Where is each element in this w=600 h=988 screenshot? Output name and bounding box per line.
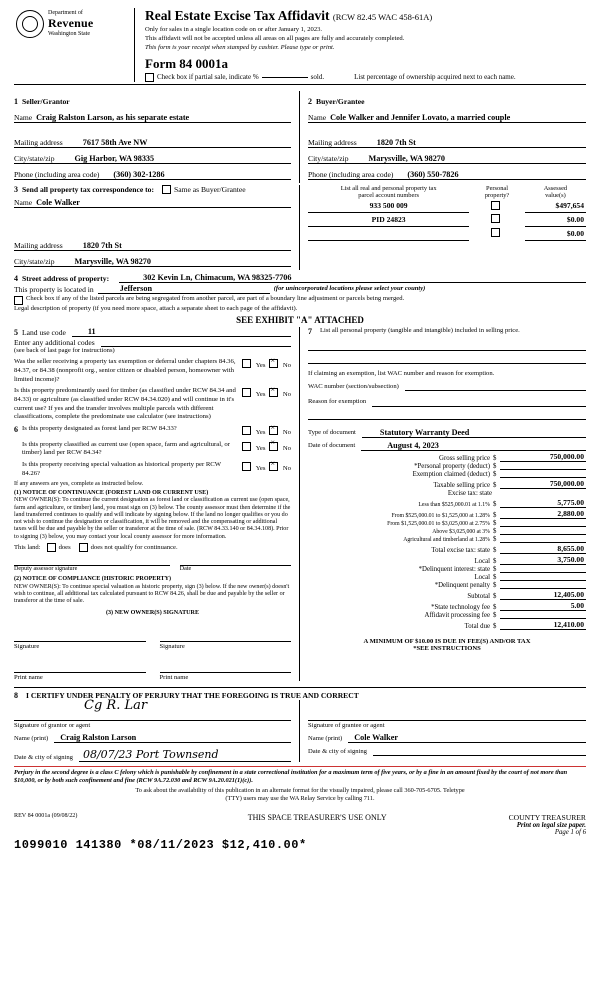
parcel-table-header <box>308 185 586 199</box>
calc-value[interactable] <box>500 588 586 589</box>
q5-2-no-checkbox[interactable] <box>269 388 278 397</box>
grantor-date-value[interactable] <box>79 748 291 762</box>
table-row <box>308 199 586 213</box>
header-sub3: This form is your receipt when stamped by cashier. Please type or print. <box>145 43 335 51</box>
perjury-line2: To ask about the availability of this publication in an alternate format for the visually impaired, please call 360-705-6705. Teletype <box>135 786 465 794</box>
forest-land-question <box>22 425 291 438</box>
exemption-deferral-answer[interactable]: Yes × No <box>240 358 291 371</box>
calc-row <box>308 555 586 565</box>
same-as-buyer-checkbox[interactable] <box>162 185 171 194</box>
correspondence-name-row[interactable] <box>14 195 291 208</box>
buyer-mailing-row[interactable] <box>308 135 586 148</box>
dept-line1: Department of <box>48 10 83 16</box>
seller-mailing-value: 7617 58th Ave NW <box>82 137 148 147</box>
grantor-city-text: Port Townsend <box>135 747 219 761</box>
seller-mailing-label: Mailing address <box>14 137 63 147</box>
buyer-phone-row[interactable] <box>308 167 586 180</box>
calc-value[interactable] <box>500 469 586 470</box>
parcel-table <box>308 185 586 241</box>
calc-label: Local <box>474 573 490 581</box>
calc-row <box>308 582 586 589</box>
buyer-heading: Buyer/Grantee <box>316 96 365 106</box>
historic-text: Is this property receiving special valuation as historical property per RCW 84.26? <box>22 461 221 477</box>
parcel-assessed[interactable]: $0.00 <box>525 226 586 240</box>
county-treasurer-label: COUNTY TREASURER <box>508 813 586 823</box>
new-owner-signature-2[interactable] <box>160 627 292 650</box>
header-sub2: This affidavit will not be accepted unless all areas on all pages are fully and accurately completed. <box>145 34 405 42</box>
buyer-name-value: Cole Walker and Jennifer Lovato, a married couple <box>330 112 511 122</box>
grantor-name-label: Name (print) <box>14 734 49 742</box>
correspondence-block <box>14 185 300 270</box>
grantee-name-value[interactable]: Cole Walker <box>348 733 586 743</box>
new-owner-print-label-2: Print name <box>159 673 189 681</box>
calc-row <box>308 566 586 573</box>
address-number: 4 <box>14 273 18 283</box>
correspondence-citystate-row[interactable] <box>14 254 291 267</box>
does-qualify-checkbox[interactable] <box>47 543 56 552</box>
forest-land-text: Is this property designated as forest land per RCW 84.33? <box>22 425 177 433</box>
tax-calculation <box>308 452 586 630</box>
this-land-row <box>14 543 291 552</box>
calc-dollar: $ <box>493 592 497 600</box>
wac-number-label: WAC number (section/subsection) <box>308 383 399 391</box>
additional-codes-value[interactable] <box>101 346 291 347</box>
calc-dollar: $ <box>493 481 497 489</box>
calc-label: Local <box>474 557 490 565</box>
calc-value[interactable] <box>500 572 586 573</box>
calc-dollar: $ <box>493 581 497 589</box>
calc-label: Total excise tax: state <box>431 546 490 554</box>
parcel-col-personal-l1: Personal <box>486 184 509 192</box>
calc-label: From $1,525,000.01 to $3,025,000 at 2.75% <box>387 520 490 527</box>
calc-value[interactable] <box>500 542 586 543</box>
grantee-signature-label[interactable]: Signature of grantee or agent <box>308 721 385 729</box>
correspondence-mailing-label: Mailing address <box>14 240 63 250</box>
parcel-personal-checkbox[interactable] <box>491 228 500 237</box>
exemption-deferral-text: Was the seller receiving a property tax exemption or deferral under chapters 84.36, 84.37, or 84.38 (nonprofit org., senior citizen or disabled person, homeowner with limited income)? <box>14 358 236 383</box>
grantee-name-label: Name (print) <box>308 734 343 742</box>
calc-value[interactable]: 3,750.00 <box>500 555 586 565</box>
parcel-account[interactable]: 933 500 009 <box>308 199 469 213</box>
grantor-signature-mark: Cg R. Lar <box>84 697 148 713</box>
minimum-due-note: A MINIMUM OF $10.00 IS DUE IN FEE(S) AND/OR TAX <box>363 637 531 645</box>
buyer-name-label: Name <box>308 112 327 122</box>
seller-block <box>14 91 300 183</box>
calc-value[interactable]: 12,405.00 <box>500 590 586 600</box>
segregated-checkbox[interactable] <box>14 296 23 305</box>
calc-label: Less than $525,000.01 at 1.1% <box>418 501 490 508</box>
grantee-date-label: Date & city of signing <box>308 747 367 755</box>
form-number: Form 84 0001a <box>145 55 229 71</box>
calc-label: Above $3,025,000 at 3% <box>432 528 490 535</box>
calc-value[interactable]: 8,655.00 <box>500 544 586 554</box>
buyer-citystate-value: Marysville, WA 98270 <box>368 153 445 163</box>
partial-sale-checkbox[interactable] <box>145 73 154 82</box>
calc-label: Taxable selling price <box>433 481 490 489</box>
legal-description-value: SEE EXHIBIT "A" ATTACHED <box>236 314 364 325</box>
parcel-personal[interactable] <box>469 226 525 240</box>
seller-name-row[interactable] <box>14 110 291 123</box>
located-label: This property is located in <box>14 284 94 294</box>
address-value[interactable]: 302 Kevin Ln, Chimacum, WA 98325-7706 <box>119 273 586 283</box>
this-land-label: This land: <box>14 544 41 552</box>
grantor-date-text: 08/07/23 <box>82 747 133 761</box>
exemption-instruction: If claiming an exemption, list WAC number and reason for exemption. <box>308 369 495 377</box>
correspondence-citystate-label: City/state/zip <box>14 256 55 266</box>
seller-heading: Seller/Grantor <box>22 96 70 106</box>
dept-line3: Washington State <box>48 30 91 37</box>
parcel-col-assessed <box>525 185 586 199</box>
personal-property-input-2[interactable] <box>308 351 586 364</box>
q5-1-yes-checkbox[interactable] <box>242 359 251 368</box>
calc-value[interactable] <box>500 580 586 581</box>
calc-label: Exemption claimed (deduct) <box>412 470 490 478</box>
calc-dollar: $ <box>493 565 497 573</box>
notice-compliance-title: (2) NOTICE OF COMPLIANCE (HISTORIC PROPERTY) <box>14 576 172 583</box>
new-owner-print-label-1: Print name <box>14 673 43 681</box>
state-seal-icon <box>16 10 44 38</box>
does-not-qualify-checkbox[interactable] <box>79 543 88 552</box>
q6-2-yes-checkbox[interactable] <box>242 442 251 451</box>
calc-dollar: $ <box>493 557 497 565</box>
table-row <box>308 226 586 240</box>
grantor-certification <box>14 697 300 762</box>
grantor-date-label: Date & city of signing <box>14 753 73 761</box>
additional-codes-label: Enter any additional codes <box>14 337 95 347</box>
calc-row <box>308 544 586 554</box>
q6-1-no-checkbox[interactable] <box>269 426 278 435</box>
calc-label: From $525,000.01 to $1,525,000 at 1.28% <box>391 512 490 519</box>
calc-row <box>308 463 586 470</box>
current-use-text: Is this property classified as current use (open space, farm and agricultural, or timber) land per RCW 84.34? <box>22 440 230 457</box>
calc-row <box>308 601 586 611</box>
calc-value[interactable] <box>500 618 586 619</box>
historic-question <box>22 461 291 478</box>
parties-section <box>14 91 586 183</box>
correspondence-mailing-row[interactable] <box>14 238 291 251</box>
body-section <box>14 327 586 681</box>
calc-dollar: $ <box>493 611 497 619</box>
title-text: Real Estate Excise Tax Affidavit <box>145 8 330 23</box>
calc-dollar: $ <box>493 546 497 554</box>
assessor-date-field[interactable] <box>180 564 291 573</box>
buyer-block <box>300 91 586 183</box>
calc-dollar: $ <box>493 573 497 581</box>
calc-value[interactable]: 5.00 <box>500 601 586 611</box>
reason-exemption-label: Reason for exemption <box>308 398 367 406</box>
calc-label: *Delinquent interest: state <box>418 565 490 573</box>
partial-sale-label: Check box if partial sale, indicate % <box>157 73 259 82</box>
doc-type-value[interactable]: Statutory Warranty Deed <box>362 428 586 438</box>
grantee-date-value[interactable] <box>373 755 586 756</box>
calc-value[interactable]: 750,000.00 <box>500 479 586 489</box>
segregated-label: Check box if any of the listed parcels are being segregated from another parcel, are part of a boundary line adjustment or parcels being merged. <box>26 294 405 302</box>
personal-property-number: 7 <box>308 326 312 336</box>
calc-row <box>308 612 586 619</box>
calc-dollar: $ <box>493 535 497 543</box>
department-block <box>48 8 134 38</box>
assessor-signature-field[interactable] <box>14 564 170 573</box>
doc-type-label: Type of document <box>308 429 356 437</box>
parcel-col-personal-l2: property? <box>484 191 510 199</box>
correspondence-mailing-value: 1820 7th St <box>82 240 122 250</box>
calc-row <box>308 620 586 630</box>
landuse-label: Land use code <box>22 327 66 337</box>
parcel-col-personal <box>469 185 525 199</box>
legal-note: Legal description of property (if you need more space, attach a separate sheet to each page of the affidavit). <box>14 304 298 312</box>
buyer-phone-value: (360) 550-7826 <box>407 169 459 179</box>
correspondence-and-parcels <box>14 185 586 270</box>
reason-exemption-input-2[interactable] <box>308 407 586 420</box>
current-use-question <box>22 441 291 458</box>
calc-dollar: $ <box>493 527 497 535</box>
parcel-personal-checkbox[interactable] <box>491 201 500 210</box>
answers-yes-note: If any answers are yes, complete as instructed below. <box>14 480 144 487</box>
parcel-personal[interactable] <box>469 212 525 226</box>
see-back-note: (see back of last page for instructions) <box>14 346 115 354</box>
personal-property-heading: List all personal property (tangible and intangible) included in selling price. <box>320 326 520 334</box>
q6-1-yes-checkbox[interactable] <box>242 426 251 435</box>
perjury-line3: (TTY) users may use the WA Relay Service by calling 711. <box>225 795 375 803</box>
calc-value[interactable]: 750,000.00 <box>500 452 586 462</box>
calc-label: Gross selling price <box>439 454 490 462</box>
calc-label: Affidavit processing fee <box>424 611 490 619</box>
located-value[interactable]: Jefferson <box>98 284 270 294</box>
treasurer-stamp: 1099010 141380 *08/11/2023 $12,410.00* <box>14 838 307 853</box>
calc-row-header <box>308 490 586 497</box>
calc-label: Subtotal <box>467 592 490 600</box>
seller-mailing-row[interactable] <box>14 135 291 148</box>
seller-phone-value: (360) 302-1286 <box>113 169 165 179</box>
page-number: Page 1 of 6 <box>554 829 586 837</box>
calc-label: *State technology fee <box>431 603 490 611</box>
header-sub1: Only for sales in a single location code on or after January 1, 2023. <box>145 26 323 33</box>
treasurer-space-label: THIS SPACE TREASURER'S USE ONLY <box>247 813 387 823</box>
document-header <box>14 8 586 85</box>
calc-label: Total due <box>464 622 490 630</box>
see-instructions-note: *SEE INSTRUCTIONS <box>413 644 481 652</box>
assessor-date-label: Date <box>179 566 192 573</box>
percent-note: List percentage of ownership acquired next to each name. <box>354 73 516 82</box>
assessor-signature-label: Deputy assessor signature <box>14 566 78 573</box>
correspondence-heading: Send all property tax correspondence to: <box>22 184 154 194</box>
address-heading: Street address of property: <box>22 273 110 283</box>
calc-value[interactable]: 5,775.00 <box>500 498 586 508</box>
new-owner-sig-label-2: Signature <box>159 642 185 650</box>
correspondence-name-label: Name <box>14 197 33 207</box>
doc-date-label: Date of document <box>308 442 356 450</box>
does-label: does <box>58 544 71 552</box>
parcel-personal-checkbox[interactable] <box>491 214 500 223</box>
timber-ag-text <box>14 387 240 422</box>
does-not-label: does not qualify for continuance. <box>90 544 178 552</box>
seller-phone-label: Phone (including area code) <box>14 169 100 179</box>
forest-land-answer[interactable]: Yes × No <box>240 425 291 438</box>
partial-sale-input[interactable] <box>262 77 308 78</box>
page-title <box>145 8 586 24</box>
parcel-personal[interactable] <box>469 199 525 213</box>
parcel-assessed[interactable]: $497,654 <box>525 199 586 213</box>
document-footer <box>14 813 586 836</box>
seller-citystate-value: Gig Harbor, WA 98335 <box>74 153 155 163</box>
exemption-deferral-question <box>14 358 291 384</box>
new-owner-print-1[interactable] <box>14 658 146 681</box>
calc-row <box>308 536 586 543</box>
print-legal-note: Print on legal size paper. <box>516 822 586 830</box>
notice-continuance-title: (1) NOTICE OF CONTINUANCE (FOREST LAND OR CURRENT USE) <box>14 489 209 496</box>
seller-name-value: Craig Ralston Larson, as his separate estate <box>36 112 190 122</box>
same-as-buyer-label: Same as Buyer/Grantee <box>173 184 246 194</box>
calc-row <box>308 479 586 489</box>
calc-value[interactable]: 12,410.00 <box>500 620 586 630</box>
calc-dollar: $ <box>493 622 497 630</box>
classification-number: 6 <box>14 425 18 435</box>
q5-1-no-checkbox[interactable] <box>269 359 278 368</box>
calc-row <box>308 509 586 519</box>
calc-dollar: $ <box>493 500 497 508</box>
new-owner-sig-label-1: Signature <box>14 642 40 650</box>
buyer-mailing-value: 1820 7th St <box>376 137 416 147</box>
personal-property-input-1[interactable] <box>308 338 586 351</box>
notice-continuance-body: NEW OWNER(S): To continue the current designation as forest land or classification as current use (open space, farm and agriculture, or timber) land, you must sign on (3) below. The county assessor must then determine if the land transferred continues to qualify and will indicate by signing below. If the land no longer qualifies or you do not wish to continue the designation or classification, it will be removed and the compensating or additional taxes will be due and payable by the seller or transferor at the time of sale. (RCW 84.33.140 or 84.34.108). Prior to signing (3) below, you may contact your local county assessor for more information. <box>14 497 291 540</box>
timber-ag-text-inner: Is this property predominantly used for timber (as classified under RCW 84.34 and 84.33) or agriculture (as classified under RCW 84.34.020) and will continue in it's current use? If yes and the transfer involves multiple parcels with different classifications, complete the predominate use calculator (see instructions) <box>14 387 236 421</box>
calc-dollar: $ <box>493 603 497 611</box>
buyer-name-row[interactable] <box>308 110 586 123</box>
calc-dollar: $ <box>493 519 497 527</box>
current-use-answer[interactable]: Yes × No <box>240 441 291 454</box>
grantor-name-value[interactable]: Craig Ralston Larson <box>54 733 291 743</box>
historic-answer[interactable]: Yes × No <box>240 461 291 474</box>
calc-row <box>308 528 586 535</box>
calc-label: *Delinquent penalty <box>434 581 490 589</box>
grantor-signature-label[interactable]: Signature of grantor or agent <box>14 721 91 729</box>
table-row <box>308 212 586 226</box>
buyer-citystate-label: City/state/zip <box>308 153 349 163</box>
calc-dollar: $ <box>493 454 497 462</box>
certification-section <box>14 687 586 762</box>
title-citation: (RCW 82.45 WAC 458-61A) <box>332 12 433 22</box>
property-address-section <box>14 273 586 325</box>
landuse-number: 5 <box>14 327 18 337</box>
seller-citystate-label: City/state/zip <box>14 153 55 163</box>
calc-value[interactable] <box>500 534 586 535</box>
parcel-col-assessed-l1: Assessed <box>543 184 568 192</box>
q6-3-no-checkbox[interactable] <box>269 462 278 471</box>
correspondence-number: 3 <box>14 184 18 194</box>
located-note: (for unincorporated locations please select your county) <box>273 285 426 293</box>
new-owner-signature-row <box>14 627 291 650</box>
calc-row <box>308 452 586 462</box>
new-owner-print-2[interactable] <box>160 658 292 681</box>
calc-dollar: $ <box>493 462 497 470</box>
new-owner-signature-title: (3) NEW OWNER(S) SIGNATURE <box>105 609 200 616</box>
parcel-col-accounts <box>308 185 469 199</box>
calc-value[interactable] <box>500 526 586 527</box>
calc-row <box>308 520 586 527</box>
timber-ag-answer[interactable]: Yes × No <box>240 387 291 400</box>
calc-dollar: $ <box>493 470 497 478</box>
parcel-account[interactable] <box>308 226 469 240</box>
notice-compliance-body: NEW OWNER(S): To continue special valuation as historic property, sign (3) below. If the new owner(s) doesn't wish to continue, all additional tax calculated pursuant to RCW 84.26, shall be due and payable by the seller or transferor at the time of sale. <box>14 583 290 605</box>
new-owner-signature-1[interactable] <box>14 627 146 650</box>
rev-number: REV 84 0001a (09/08/22) <box>14 813 78 820</box>
right-column <box>300 327 586 681</box>
partial-sale-sold: sold. <box>310 73 325 82</box>
seller-name-label: Name <box>14 112 33 122</box>
landuse-value[interactable]: 11 <box>72 327 291 337</box>
q5-2-yes-checkbox[interactable] <box>242 388 251 397</box>
reason-exemption-value[interactable] <box>372 406 586 407</box>
calc-value[interactable] <box>500 477 586 478</box>
calc-row <box>308 590 586 600</box>
calc-dollar: $ <box>493 511 497 519</box>
parcel-account[interactable]: PID 24823 <box>308 212 469 226</box>
parcel-table-block <box>300 185 586 270</box>
grantee-certification <box>300 700 586 762</box>
certification-number: 8 <box>14 690 18 700</box>
correspondence-citystate-value: Marysville, WA 98270 <box>74 256 151 266</box>
calc-value[interactable]: 2,880.00 <box>500 509 586 519</box>
seller-number: 1 <box>14 96 18 106</box>
timber-ag-question <box>14 387 291 422</box>
q6-2-no-checkbox[interactable] <box>269 442 278 451</box>
new-owner-print-row <box>14 658 291 681</box>
calc-label: *Personal property (deduct) <box>414 462 490 470</box>
header-main <box>134 8 586 82</box>
calc-row <box>308 471 586 478</box>
doc-date-value[interactable]: August 4, 2023 <box>361 441 586 451</box>
parcel-col-accounts-l1: List all real and personal property tax <box>340 184 437 192</box>
partial-sale-row <box>145 73 586 82</box>
q6-3-yes-checkbox[interactable] <box>242 462 251 471</box>
certification-heading: I CERTIFY UNDER PENALTY OF PERJURY THAT THE FOREGOING IS TRUE AND CORRECT <box>26 690 359 700</box>
seller-phone-row[interactable] <box>14 167 291 180</box>
perjury-notice <box>14 766 586 803</box>
parcel-col-assessed-l2: value(s) <box>545 191 566 199</box>
perjury-line1: Perjury in the second degree is a class C felony which is punishable by confinement in a state correctional institution for a maximum term of five years, or by a fine in an amount fixed by the court of not more than $10,000, or by both such confinement and fine (RCW 9A.72.030 and RCW 9A.20.021(1)(c)). <box>14 768 568 785</box>
parcel-col-accounts-l2: parcel account numbers <box>358 191 419 199</box>
buyer-citystate-row[interactable] <box>308 151 586 164</box>
buyer-number: 2 <box>308 96 312 106</box>
parcel-assessed[interactable]: $0.00 <box>525 212 586 226</box>
left-column <box>14 327 300 681</box>
dept-line2: Revenue <box>48 15 94 30</box>
calc-label: Agricultural and timberland at 1.28% <box>403 536 490 543</box>
calc-row <box>308 498 586 508</box>
calc-row <box>308 574 586 581</box>
buyer-mailing-label: Mailing address <box>308 137 357 147</box>
wac-number-value[interactable] <box>405 390 586 391</box>
correspondence-name-value: Cole Walker <box>36 197 80 207</box>
seller-citystate-row[interactable] <box>14 151 291 164</box>
calc-label: Excise tax: state <box>447 489 492 497</box>
buyer-phone-label: Phone (including area code) <box>308 169 394 179</box>
